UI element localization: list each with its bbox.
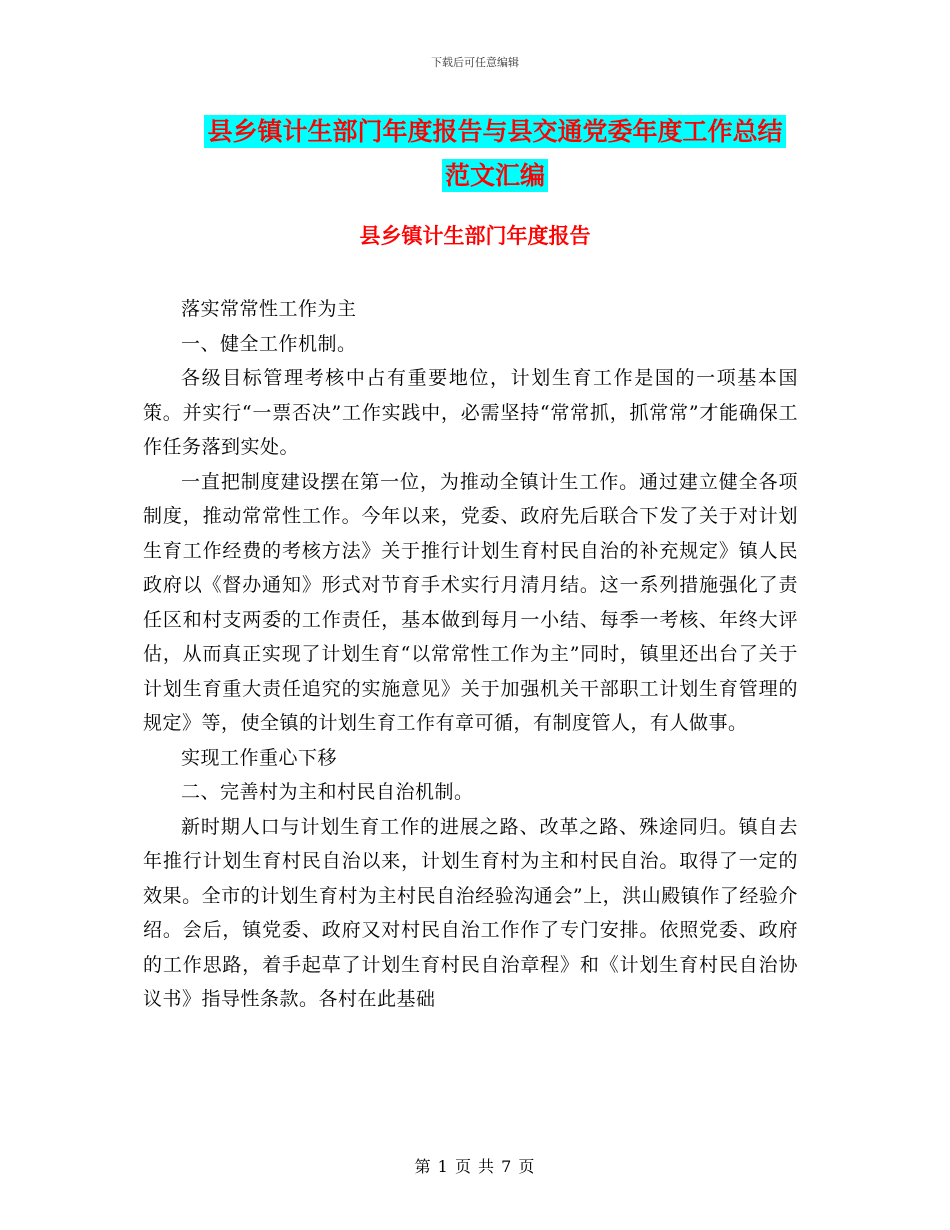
body-paragraph: 落实常常性工作为主 (181, 298, 357, 320)
body-paragraph: 一、健全工作机制。 (181, 332, 357, 355)
body-paragraph: 新时期人口与计划生育工作的进展之路、改革之路、殊途同归。镇自去年推行计划生育村民自治以来，计划生育村为主和村民自治。取得了一定的效果。全市的计划生育村为主村民自治经验沟通会”上，洪山殿镇作了经验介绍。会后，镇党委、政府又对村民自治工作作了专门安排。依照党委、政府的工作思路，着手起草了计划生育村民自治章程》和《计划生育村民自治协议书》指导性条款。各村在此基础 (143, 815, 798, 1010)
document-title-line-1: 县乡镇计生部门年度报告与县交通党委年度工作总结 (204, 115, 785, 148)
header-note: 下载后可任意编辑 (431, 56, 519, 69)
document-title (140, 110, 850, 198)
page-number: 第 1 页 共 7 页 (414, 1157, 536, 1176)
section-title: 县乡镇计生部门年度报告 (359, 223, 591, 248)
body-paragraph: 二、完善村为主和村民自治机制。 (181, 781, 474, 803)
body-paragraph: 实现工作重心下移 (181, 746, 338, 769)
document-body (143, 292, 798, 1017)
document-title-line-2: 范文汇编 (442, 159, 548, 192)
body-paragraph: 各级目标管理考核中占有重要地位，计划生育工作是国的一项基本国策。并实行“一票否决”工作实践中，必需坚持“常常抓，抓常常”才能确保工作任务落到实处。 (143, 367, 798, 458)
body-paragraph: 一直把制度建设摆在第一位，为推动全镇计生工作。通过建立健全各项制度，推动常常性工作。今年以来，党委、政府先后联合下发了关于对计划生育工作经费的考核方法》关于推行计划生育村民自治的补充规定》镇人民政府以《督办通知》形式对节育手术实行月清月结。这一系列措施强化了责任区和村支两委的工作责任，基本做到每月一小结、每季一考核、年终大评估，从而真正实现了计划生育“以常常性工作为主”同时，镇里还出台了关于计划生育重大责任追究的实施意见》关于加强机关干部职工计划生育管理的规定》等，使全镇的计划生育工作有章可循，有制度管人，有人做事。 (143, 470, 798, 734)
